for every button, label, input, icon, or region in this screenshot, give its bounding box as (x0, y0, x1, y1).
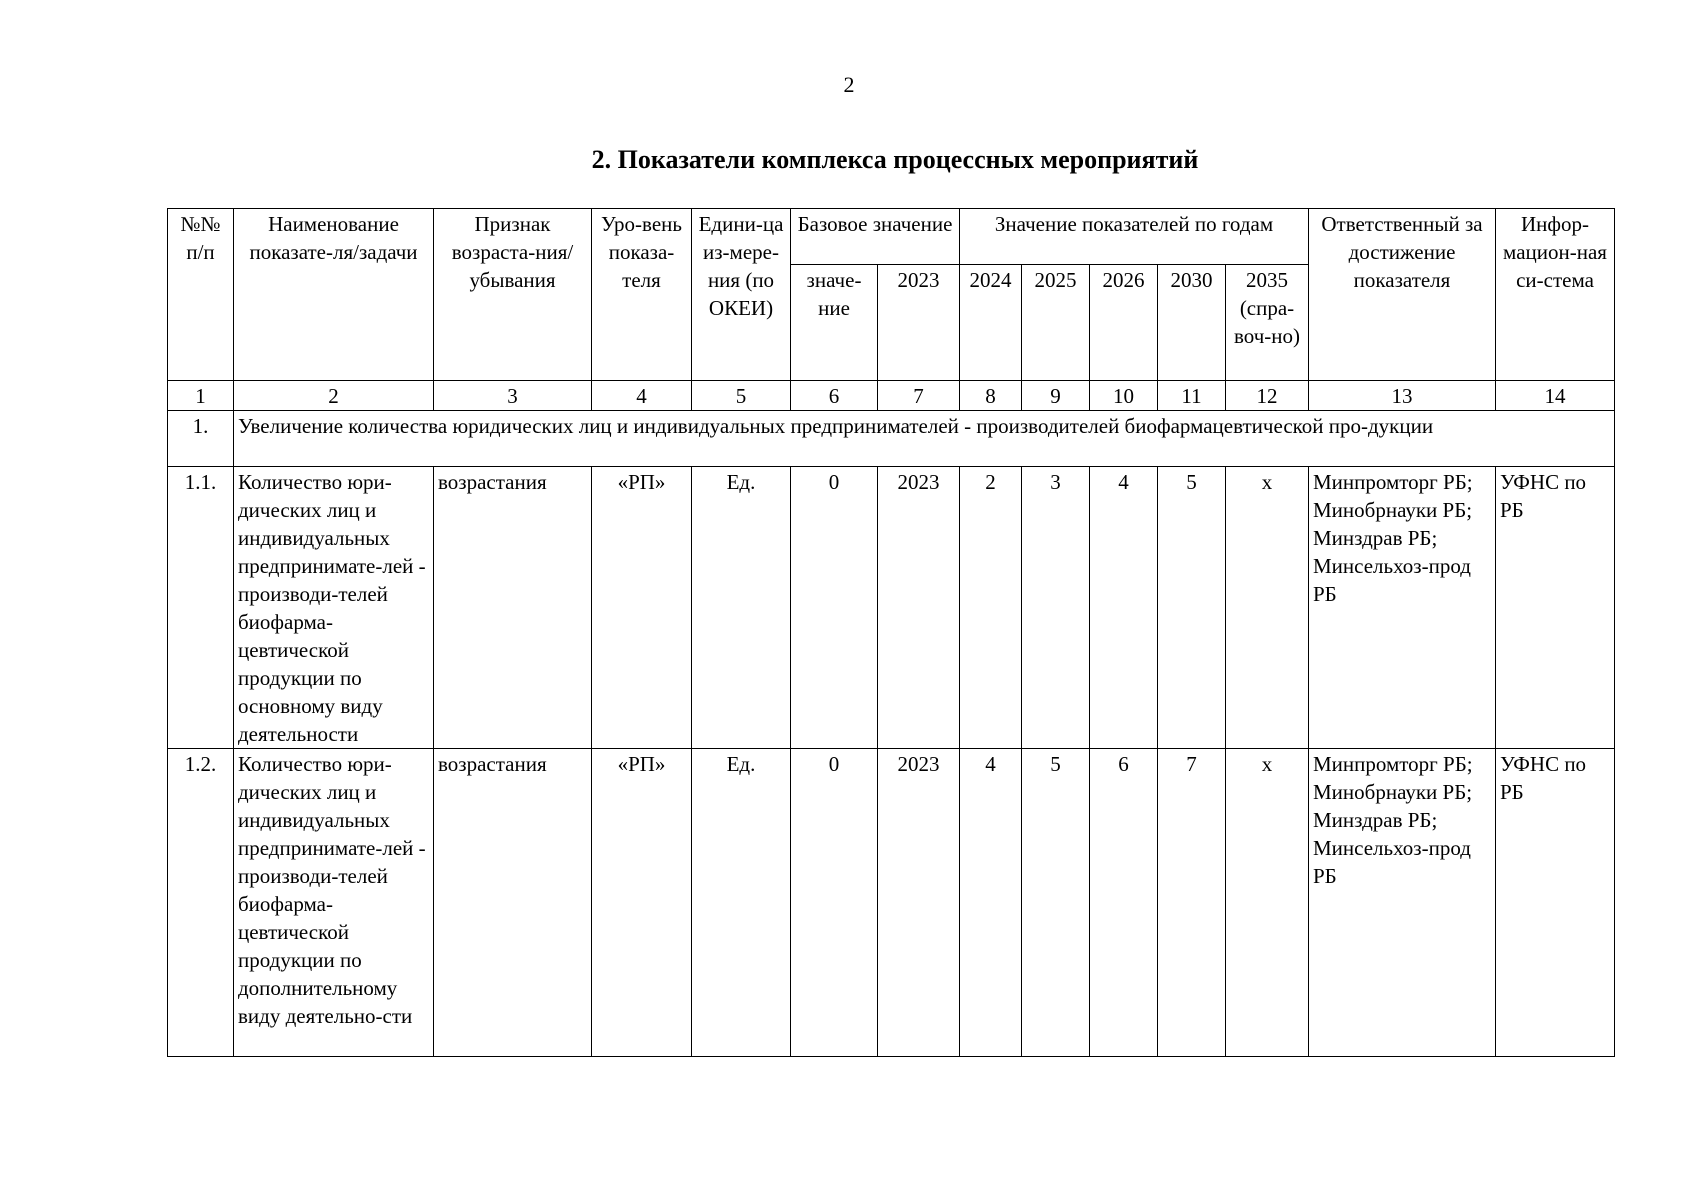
row-num: 1.2. (168, 749, 234, 1057)
column-number: 2 (234, 381, 434, 411)
header-system: Инфор-мацион-ная си-стема (1496, 209, 1615, 381)
column-number: 11 (1158, 381, 1226, 411)
row-unit: Ед. (692, 467, 791, 749)
row-value: 7 (1158, 749, 1226, 1057)
row-value: х (1226, 467, 1309, 749)
row-responsible: Минпромторг РБ; Минобрнауки РБ; Минздрав РБ; Минсельхоз-прод РБ (1309, 467, 1496, 749)
header-year: 2025 (1022, 265, 1090, 381)
column-number: 5 (692, 381, 791, 411)
row-unit: Ед. (692, 749, 791, 1057)
column-number: 6 (791, 381, 878, 411)
section-row (168, 411, 1615, 467)
row-num: 1.1. (168, 467, 234, 749)
table-row (168, 749, 1615, 1057)
row-system: УФНС по РБ (1496, 749, 1615, 1057)
row-responsible: Минпромторг РБ; Минобрнауки РБ; Минздрав РБ; Минсельхоз-прод РБ (1309, 749, 1496, 1057)
header-num: №№ п/п (168, 209, 234, 381)
row-name: Количество юри-дических лиц и индивидуальных предпринимате-лей - производи-телей биофарма-цевтической продукции по дополнительному виду деятельно-сти (234, 749, 434, 1057)
header-base-group: Базовое значение (791, 209, 960, 265)
row-level: «РП» (592, 749, 692, 1057)
row-system: УФНС по РБ (1496, 467, 1615, 749)
column-number: 4 (592, 381, 692, 411)
row-value: 4 (1090, 467, 1158, 749)
header-years-group: Значение показателей по годам (960, 209, 1309, 265)
table-row (168, 467, 1615, 749)
row-value: 5 (1158, 467, 1226, 749)
column-number: 7 (878, 381, 960, 411)
header-year: 2024 (960, 265, 1022, 381)
column-number: 10 (1090, 381, 1158, 411)
header-base-value: значе-ние (791, 265, 878, 381)
row-value: 3 (1022, 467, 1090, 749)
header-sign: Признак возраста-ния/убывания (434, 209, 592, 381)
indicators-table (167, 208, 1615, 1057)
section-num: 1. (168, 411, 234, 467)
header-base-year: 2023 (878, 265, 960, 381)
section-text: Увеличение количества юридических лиц и индивидуальных предпринимателей - производителей биофармацевтической про-дукции (234, 411, 1615, 467)
row-value: 4 (960, 749, 1022, 1057)
page-number: 2 (843, 72, 855, 97)
row-base-value: 0 (791, 749, 878, 1057)
column-number: 8 (960, 381, 1022, 411)
column-number: 9 (1022, 381, 1090, 411)
header-row (168, 209, 1615, 265)
row-base-value: 0 (791, 467, 878, 749)
column-number: 3 (434, 381, 592, 411)
row-sign: возрастания (434, 467, 592, 749)
row-base-year: 2023 (878, 749, 960, 1057)
row-value: 5 (1022, 749, 1090, 1057)
column-number: 13 (1309, 381, 1496, 411)
row-name: Количество юри-дических лиц и индивидуальных предпринимате-лей - производи-телей биофарма-цевтической продукции по основному виду деятельности (234, 467, 434, 749)
column-number-row (168, 381, 1615, 411)
row-value: х (1226, 749, 1309, 1057)
header-year: 2026 (1090, 265, 1158, 381)
column-number: 14 (1496, 381, 1615, 411)
header-level: Уро-вень показа-теля (592, 209, 692, 381)
row-sign: возрастания (434, 749, 592, 1057)
row-base-year: 2023 (878, 467, 960, 749)
header-responsible: Ответственный за достижение показателя (1309, 209, 1496, 381)
header-name: Наименование показате-ля/задачи (234, 209, 434, 381)
row-level: «РП» (592, 467, 692, 749)
header-year: 2035 (спра-воч-но) (1226, 265, 1309, 381)
header-year: 2030 (1158, 265, 1226, 381)
column-number: 1 (168, 381, 234, 411)
header-unit: Едини-ца из-мере-ния (по ОКЕИ) (692, 209, 791, 381)
column-number: 12 (1226, 381, 1309, 411)
row-value: 2 (960, 467, 1022, 749)
row-value: 6 (1090, 749, 1158, 1057)
page-title: 2. Показатели комплекса процессных мероприятий (591, 145, 1199, 174)
